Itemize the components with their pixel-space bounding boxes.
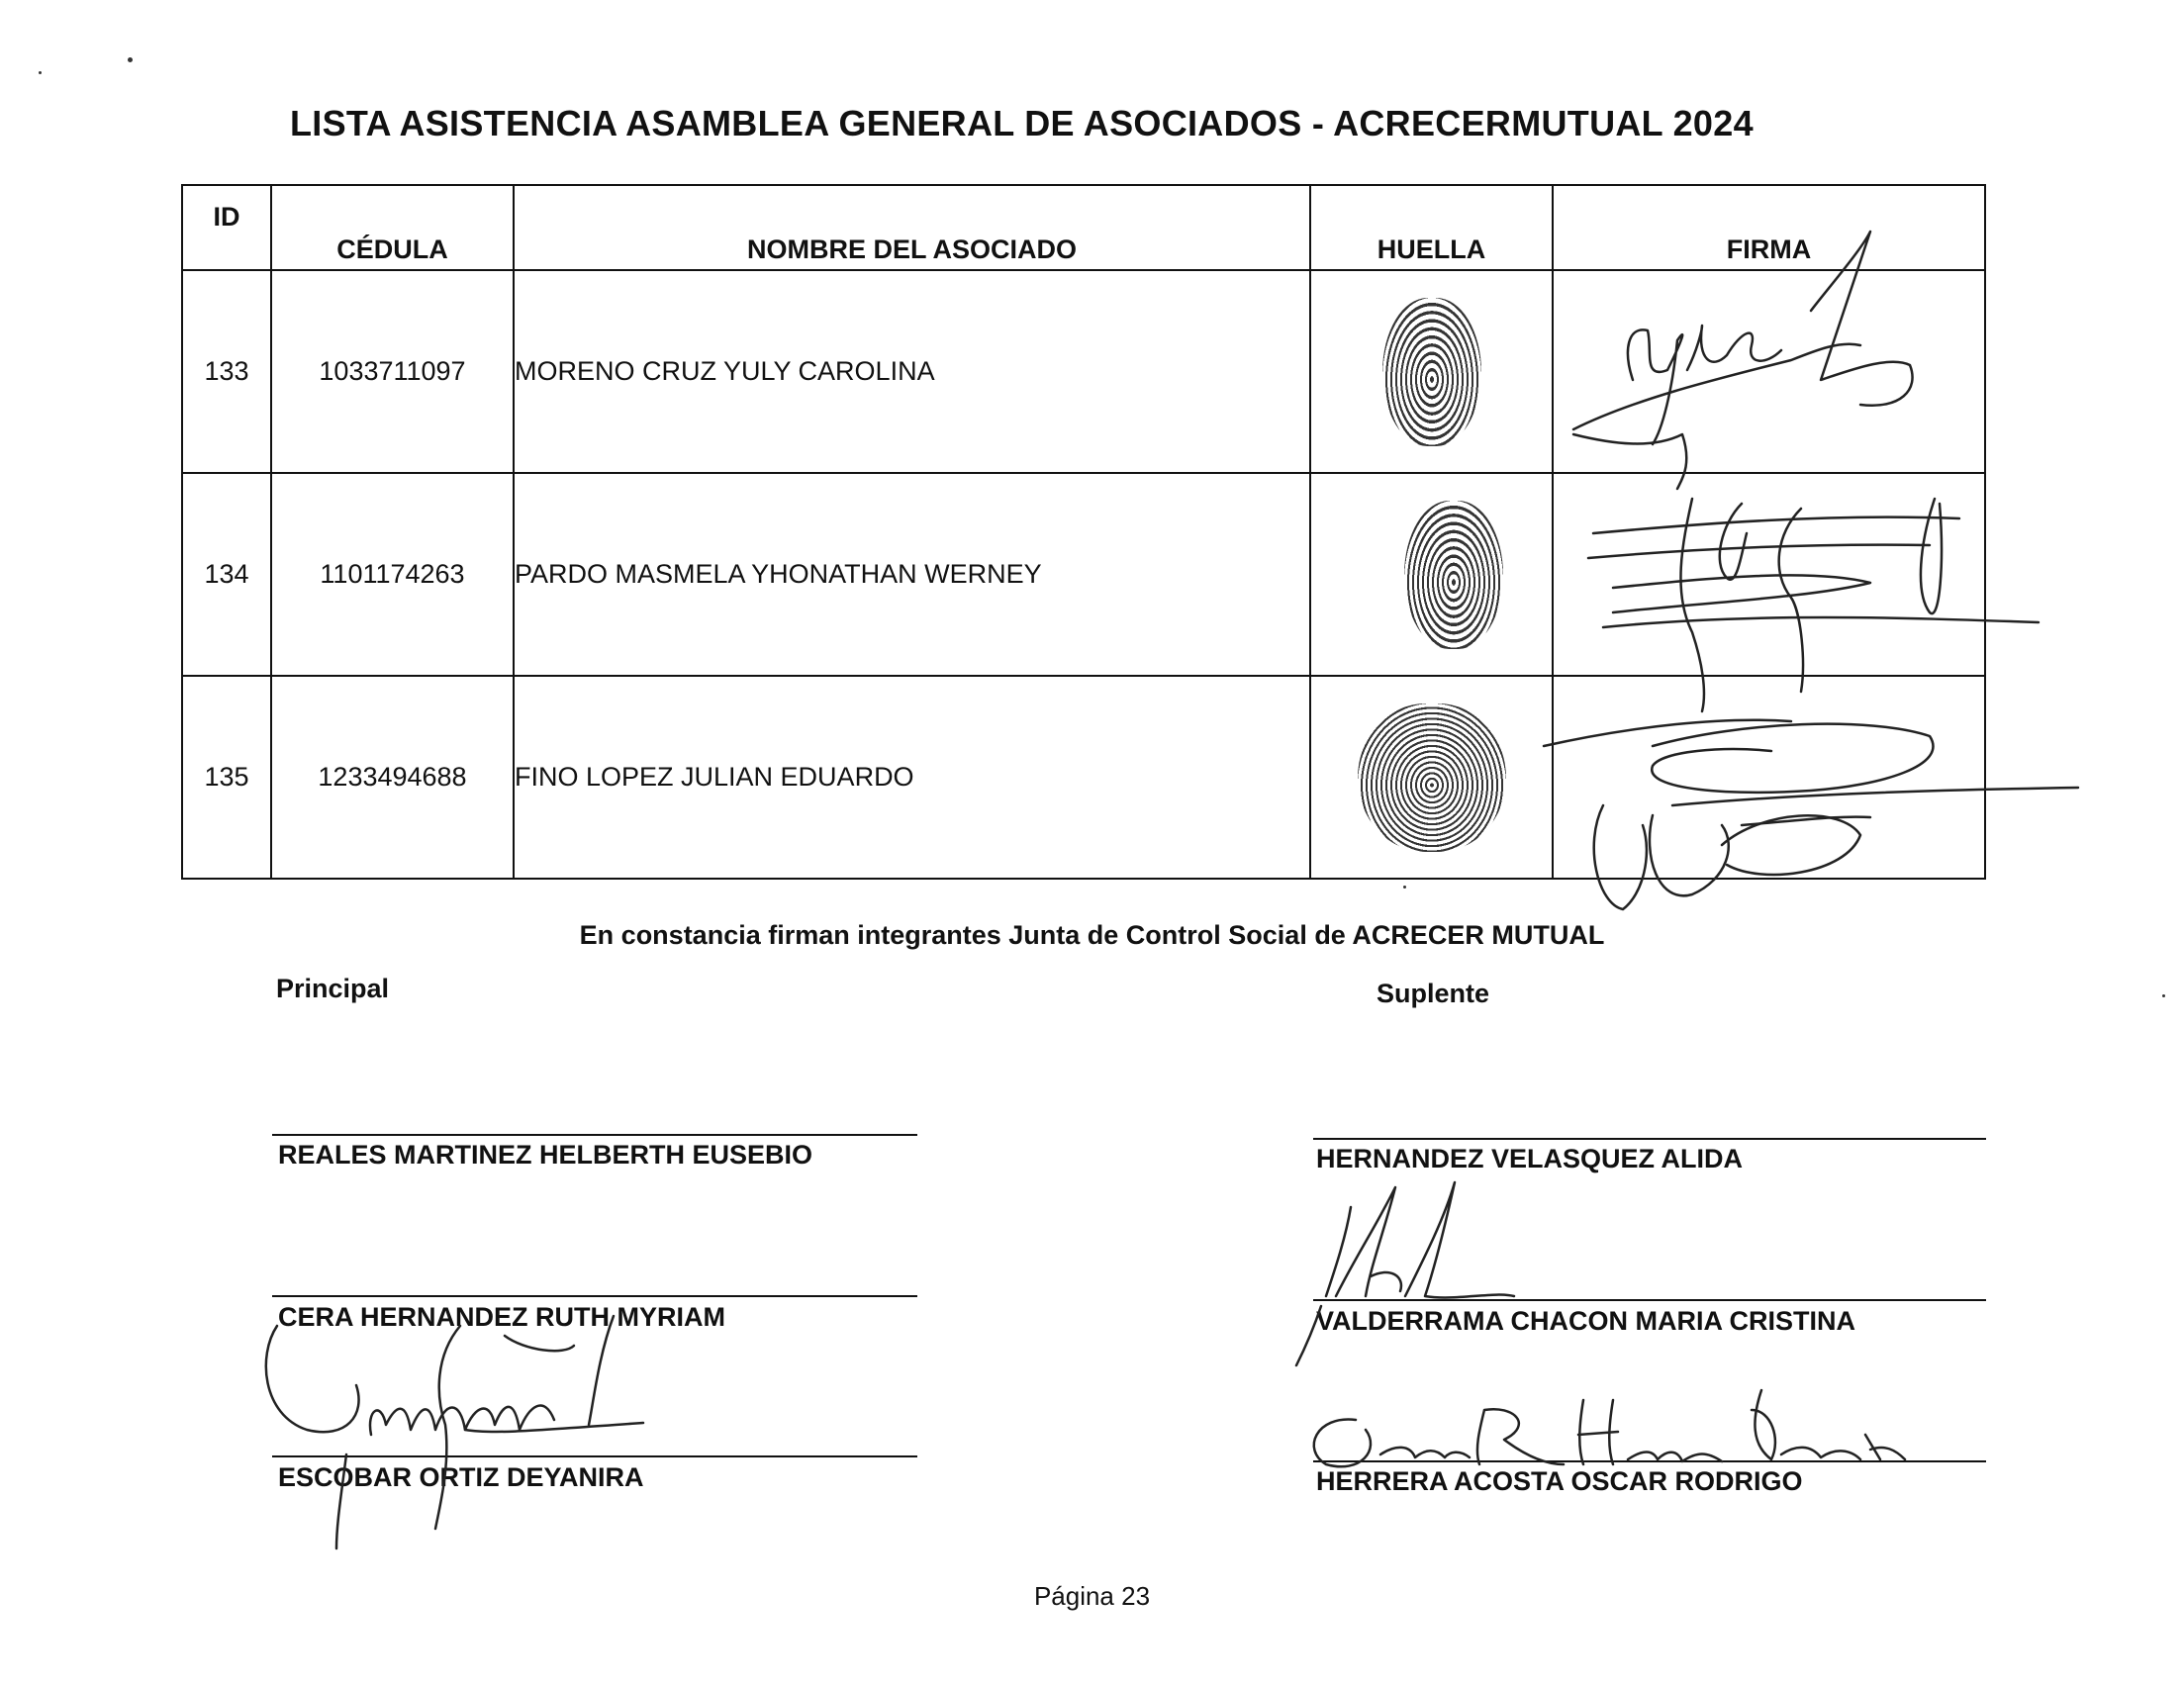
signer-name: VALDERRAMA CHACON MARIA CRISTINA — [1316, 1306, 1855, 1336]
scan-artifact — [39, 71, 42, 74]
cell-id: 133 — [182, 270, 271, 473]
scan-artifact — [1403, 886, 1406, 889]
cell-cedula: 1101174263 — [271, 473, 514, 676]
attendance-table — [181, 184, 1986, 880]
fingerprint-image — [1382, 298, 1481, 446]
handwritten-signature — [1277, 1168, 1554, 1365]
cell-id: 135 — [182, 676, 271, 879]
cell-huella — [1310, 270, 1553, 473]
scan-artifact — [2162, 994, 2165, 997]
header-huella: HUELLA — [1310, 185, 1553, 270]
page-title: LISTA ASISTENCIA ASAMBLEA GENERAL DE ASOCIADOS - ACRECERMUTUAL 2024 — [290, 103, 1754, 143]
signature-line — [1313, 1138, 1986, 1140]
table-row — [182, 270, 1985, 473]
cell-id: 134 — [182, 473, 271, 676]
header-id: ID — [182, 185, 271, 270]
scan-artifact — [128, 57, 133, 62]
header-cedula: CÉDULA — [271, 185, 514, 270]
cell-nombre: PARDO MASMELA YHONATHAN WERNEY — [514, 473, 1310, 676]
cell-firma — [1553, 676, 1985, 879]
handwritten-signature — [1544, 697, 2078, 934]
signer-name: CERA HERNANDEZ RUTH MYRIAM — [278, 1302, 725, 1332]
principal-heading: Principal — [276, 974, 390, 1003]
cell-nombre: MORENO CRUZ YULY CAROLINA — [514, 270, 1310, 473]
cell-cedula: 1033711097 — [271, 270, 514, 473]
cell-firma — [1553, 270, 1985, 473]
handwritten-signature — [247, 1306, 663, 1553]
signer-name: HERRERA ACOSTA OSCAR RODRIGO — [1316, 1466, 1803, 1496]
handwritten-signature — [1554, 232, 1986, 489]
header-nombre: NOMBRE DEL ASOCIADO — [514, 185, 1310, 270]
constancia-statement: En constancia firman integrantes Junta de Control Social de ACRECER MUTUAL — [579, 920, 1605, 950]
signature-line — [272, 1295, 917, 1297]
cell-nombre: FINO LOPEZ JULIAN EDUARDO — [514, 676, 1310, 879]
signer-name: HERNANDEZ VELASQUEZ ALIDA — [1316, 1144, 1744, 1173]
table-row — [182, 676, 1985, 879]
cell-huella — [1310, 676, 1553, 879]
fingerprint-image — [1358, 703, 1506, 852]
signature-line — [272, 1134, 917, 1136]
cell-huella — [1310, 473, 1553, 676]
suplente-heading: Suplente — [1377, 979, 1490, 1008]
signer-name: ESCOBAR ORTIZ DEYANIRA — [278, 1462, 644, 1492]
cell-cedula: 1233494688 — [271, 676, 514, 879]
page-number: Página 23 — [1033, 1581, 1151, 1611]
header-firma: FIRMA — [1553, 185, 1985, 270]
table-row — [182, 473, 1985, 676]
signer-name: REALES MARTINEZ HELBERTH EUSEBIO — [278, 1140, 813, 1170]
cell-firma — [1553, 473, 1985, 676]
handwritten-signature — [1286, 1380, 1920, 1489]
fingerprint-image — [1404, 501, 1503, 649]
